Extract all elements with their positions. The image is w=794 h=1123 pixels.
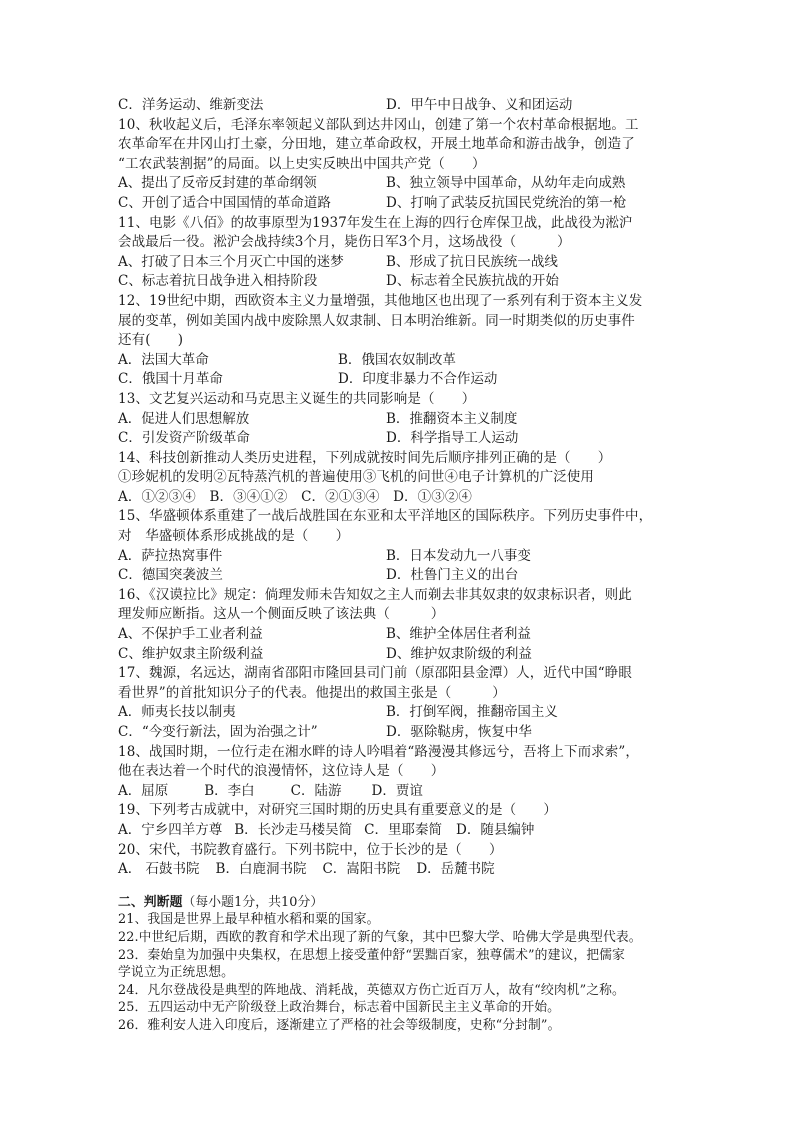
options-row bbox=[118, 782, 678, 802]
question-10 bbox=[118, 116, 678, 214]
question-stem-line: 15、华盛顿体系重建了一战后战胜国在东亚和太平洋地区的国际秩序。下列历史事件中， bbox=[118, 508, 653, 525]
section-title: 二、判断题 bbox=[118, 894, 183, 910]
question-stem-line: ①珍妮机的发明②瓦特蒸汽机的普遍使用③飞机的问世④电子计算机的广泛使用 bbox=[118, 469, 594, 486]
question-stem-line: 还有( ) bbox=[118, 332, 184, 349]
option-b: B．李白 bbox=[204, 782, 255, 799]
question-stem-line: 14、科技创新推动人类历史进程，下列成就按时间先后顺序排列正确的是（ ） bbox=[118, 449, 612, 466]
option-b: B．打倒军阀，推翻帝国主义 bbox=[386, 704, 558, 721]
question-stem-line: 对 华盛顿体系形成挑战的是（ ） bbox=[118, 528, 350, 545]
option-a: A、打破了日本三个月灭亡中国的迷梦 bbox=[118, 253, 344, 270]
option-d: D．杜鲁门主义的出台 bbox=[386, 567, 519, 584]
option-d: D、打响了武装反抗国民党统治的第一枪 bbox=[386, 194, 627, 211]
option-a: A、不保护手工业者利益 bbox=[118, 626, 263, 643]
option-b: B、形成了抗日民族统一战线 bbox=[386, 253, 558, 270]
option-d: D．科学指导工人运动 bbox=[386, 430, 519, 447]
question-15 bbox=[118, 507, 678, 585]
option-c: C．德国突袭波兰 bbox=[118, 567, 223, 584]
judgment-item: 学说立为正统思想。 bbox=[118, 965, 235, 981]
question-12 bbox=[118, 292, 678, 390]
question-stem-line: 13、文艺复兴运动和马克思主义诞生的共同影响是（ ） bbox=[118, 390, 476, 407]
option-b: B．长沙走马楼吴简 bbox=[234, 821, 353, 838]
question-stem-line: 11、电影《八佰》的故事原型为1937年发生在上海的四行仓库保卫战，此战役为淞沪 bbox=[118, 214, 633, 231]
option-a: A． 石鼓书院 bbox=[118, 861, 200, 878]
question-stem-line: 理发师应断指。这从一个侧面反映了该法典（ ） bbox=[118, 606, 445, 623]
section-heading bbox=[118, 894, 678, 912]
section-note: （每小题1分，共10分） bbox=[182, 894, 324, 910]
question-17 bbox=[118, 664, 678, 742]
judgment-item: 26．雅利安人进入印度后，逐渐建立了严格的社会等级制度，史称“分封制”。 bbox=[118, 1017, 561, 1033]
option-b: B．推翻资本主义制度 bbox=[386, 410, 518, 427]
question-14 bbox=[118, 449, 678, 508]
option-d: D．贾谊 bbox=[371, 782, 423, 799]
q9-option-d: D．甲午中日战争、义和团运动 bbox=[386, 97, 573, 113]
question-stem-line: 农革命军在井冈山打土豪，分田地，建立革命政权，开展土地革命和游击战争，创造了 bbox=[118, 136, 635, 153]
question-stem-line: 19、下列考古成就中，对研究三国时期的历史具有重要意义的是（ ） bbox=[118, 802, 557, 819]
option-b: B．俄国农奴制改革 bbox=[338, 351, 456, 368]
options-row bbox=[118, 821, 678, 841]
option-d: D、维护奴隶阶级的利益 bbox=[386, 645, 532, 662]
page-content bbox=[118, 96, 678, 1035]
option-b: B．白鹿洞书院 bbox=[215, 861, 307, 878]
question-stem-line: 会战最后一役。淞沪会战持续3个月，毙伤日军3个月，这场战役（ ） bbox=[118, 234, 571, 251]
option-c: C．“今变行新法，固为治强之计” bbox=[118, 724, 318, 740]
option-b: B．日本发动九一八事变 bbox=[386, 547, 531, 564]
judgment-item: 23．秦始皇为加强中央集权，在思想上接受董仲舒“罢黜百家，独尊儒术”的建议，把儒家 bbox=[118, 947, 625, 963]
option-b: B、维护全体居住者利益 bbox=[386, 626, 531, 643]
question-stem-line: 18、战国时期，一位行走在湘水畔的诗人吟唱着“路漫漫其修远兮，吾将上下而求索”， bbox=[118, 743, 639, 760]
question-options-line: A．①②③④ B．③④①② C．②①③④ D．①③②④ bbox=[118, 488, 473, 505]
judgment-item: 22.中世纪后期，西欧的教育和学术出现了新的气象，其中巴黎大学、哈佛大学是典型代表。 bbox=[118, 929, 642, 945]
question-stem-line: 17、魏源，名远达，湖南省邵阳市隆回县司门前（原邵阳县金潭）人，近代中国“睁眼 bbox=[118, 665, 632, 682]
question-stem-line: 他在表达着一个时代的浪漫情怀，这位诗人是（ ） bbox=[118, 763, 445, 780]
judgment-item: 21、我国是世界上最早种植水稻和粟的国家。 bbox=[118, 912, 380, 928]
question-stem-line: 16、《汉谟拉比》规定：倘理发师未告知奴之主人而剃去非其奴隶的奴隶标识者，则此 bbox=[118, 586, 632, 603]
question-stem-line: 看世界”的首批知识分子的代表。他提出的救国主张是（ ） bbox=[118, 684, 506, 701]
judgment-item: 25．五四运动中无产阶级登上政治舞台，标志着中国新民主主义革命的开始。 bbox=[118, 1000, 561, 1016]
option-d: D．驱除鞑虏，恢复中华 bbox=[386, 724, 532, 740]
option-a: A．法国大革命 bbox=[118, 351, 209, 368]
option-d: D、标志着全民族抗战的开始 bbox=[386, 273, 559, 290]
judgment-section bbox=[118, 894, 678, 1035]
q9-options-cd bbox=[118, 96, 678, 116]
option-c: C．嵩阳书院 bbox=[322, 861, 401, 878]
option-c: C．里耶秦简 bbox=[364, 821, 443, 838]
question-stem-line: 12、19世纪中期，西欧资本主义力量增强，其他地区也出现了一系列有利于资本主义发 bbox=[118, 292, 643, 309]
q9-option-c: C．洋务运动、维新变法 bbox=[118, 97, 264, 113]
option-d: D．随县编钟 bbox=[456, 821, 535, 838]
option-c: C、维护奴隶主阶级利益 bbox=[118, 645, 264, 662]
option-a: A．促进人们思想解放 bbox=[118, 410, 250, 427]
option-c: C．陆游 bbox=[290, 782, 342, 799]
option-a: A．屈原 bbox=[118, 782, 169, 799]
question-19 bbox=[118, 801, 678, 840]
option-b: B、独立领导中国革命，从幼年走向成熟 bbox=[386, 175, 626, 192]
option-a: A．宁乡四羊方尊 bbox=[118, 821, 223, 838]
option-a: A．师夷长技以制夷 bbox=[118, 704, 236, 721]
question-stem-line: 20、宋代，书院教育盛行。下列书院中，位于长沙的是（ ） bbox=[118, 841, 503, 858]
judgment-item: 24．凡尔登战役是典型的阵地战、消耗战，英德双方伤亡近百万人，故有“绞肉机”之称。 bbox=[118, 982, 625, 998]
option-d: D．岳麓书院 bbox=[416, 861, 495, 878]
question-18 bbox=[118, 743, 678, 802]
question-11 bbox=[118, 214, 678, 292]
option-a: A、提出了反帝反封建的革命纲领 bbox=[118, 175, 317, 192]
option-c: C、开创了适合中国国情的革命道路 bbox=[118, 194, 331, 211]
option-c: C．引发资产阶级革命 bbox=[118, 430, 250, 447]
question-16 bbox=[118, 586, 678, 664]
option-d: D．印度非暴力不合作运动 bbox=[338, 371, 498, 388]
option-a: A．萨拉热窝事件 bbox=[118, 547, 223, 564]
question-stem-line: 10、秋收起义后，毛泽东率领起义部队到达井冈山，创建了第一个农村革命根据地。工 bbox=[118, 116, 639, 133]
option-c: C、标志着抗日战争进入相持阶段 bbox=[118, 273, 318, 290]
option-c: C．俄国十月革命 bbox=[118, 371, 223, 388]
question-stem-line: 展的变革，例如美国内战中废除黑人奴隶制、日本明治维新。同一时期类似的历史事件 bbox=[118, 312, 635, 329]
question-13 bbox=[118, 390, 678, 449]
question-20 bbox=[118, 841, 678, 880]
options-row bbox=[118, 860, 678, 880]
question-stem-line: “工农武装割据”的局面。以上史实反映出中国共产党（ ） bbox=[118, 155, 486, 172]
